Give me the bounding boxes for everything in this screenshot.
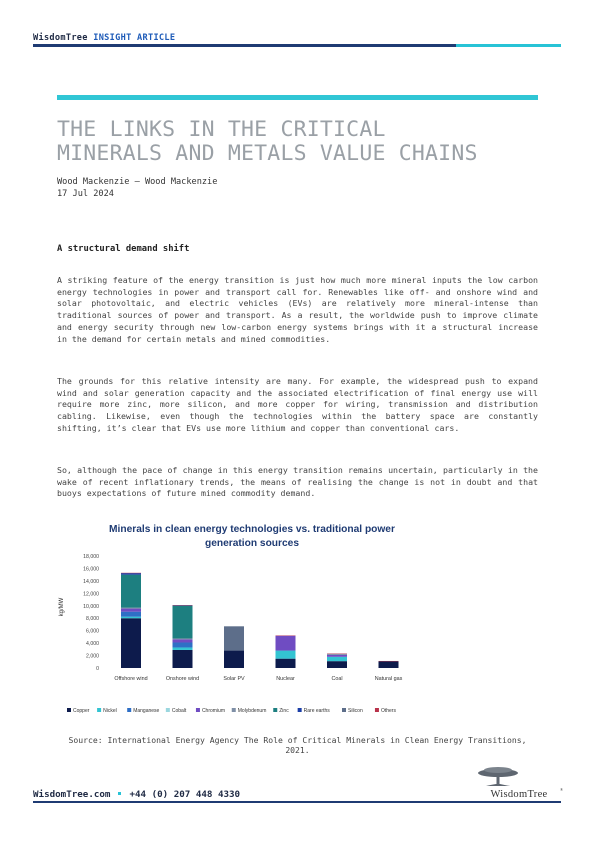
legend-swatch-9 — [375, 708, 379, 712]
legend-label-2: Manganese — [133, 708, 160, 714]
article-title — [57, 118, 547, 166]
x-label-1: Onshore wind — [165, 676, 200, 682]
bar-segment-1-1 — [173, 647, 193, 649]
bar-segment-0-5 — [121, 608, 141, 609]
bar-segment-4-1 — [327, 657, 347, 661]
bar-segment-2-8 — [224, 626, 244, 650]
footer-website[interactable]: WisdomTree.com — [33, 789, 111, 800]
legend-label-7: Rare earths — [303, 708, 330, 714]
bar-segment-0-2 — [121, 612, 141, 617]
header-rule-accent — [456, 44, 561, 47]
legend-label-6: Zinc — [279, 708, 289, 714]
x-labels — [114, 676, 402, 682]
x-label-2: Solar PV — [223, 676, 245, 682]
author: Wood Mackenzie – Wood Mackenzie — [57, 177, 218, 187]
y-tick-0: 0 — [96, 666, 99, 672]
footer-phone[interactable]: +44 (0) 207 448 4330 — [129, 789, 241, 800]
title-line-2: MINERALS AND METALS VALUE CHAINS — [57, 141, 478, 166]
paragraph-2: The grounds for this relative intensity are many. For example, the widespread push to expand wind and solar generation capacity and the associated electrification of final energy use will require more zinc, more silicon, and more copper for wiring, transmission and distribution cabling. Likewise, even though the technologies within the battery space are constantly shifting, it’s clear that EVs use more lithium and copper than conventional cars. — [57, 376, 538, 433]
x-label-0: Offshore wind — [114, 676, 148, 682]
date: 17 Jul 2024 — [57, 188, 114, 199]
y-tick-5: 10,000 — [83, 603, 99, 610]
legend-swatch-1 — [97, 708, 101, 712]
title-accent-bar — [57, 95, 538, 100]
y-tick-8: 16,000 — [83, 566, 99, 573]
footer-separator — [118, 792, 121, 795]
section-heading: A structural demand shift — [57, 244, 190, 254]
legend-label-0: Copper — [73, 708, 90, 714]
bar-segment-1-4 — [173, 639, 193, 642]
bar-segment-0-7 — [121, 573, 141, 575]
y-tick-6: 12,000 — [83, 591, 99, 598]
legend-label-9: Others — [380, 708, 396, 714]
legend-swatch-3 — [166, 708, 170, 712]
chart-title-line-2: generation sources — [205, 538, 299, 549]
y-ticks — [83, 554, 99, 672]
bar-segment-4-4 — [327, 655, 347, 657]
bar-segment-4-0 — [327, 661, 347, 668]
y-tick-1: 2,000 — [86, 653, 99, 660]
logo-registered-mark: ® — [560, 787, 564, 792]
paragraph-3: So, although the pace of change in this energy transition remains uncertain, particularly in the wake of recent inflationary trends, the means of realising the change is not in doubt and that buoys expectations of future mined commodity demand. — [57, 465, 538, 499]
legend-label-3: Cobalt — [171, 708, 187, 714]
x-label-5: Natural gas — [374, 676, 403, 682]
legend-swatch-2 — [127, 708, 131, 712]
bar-segment-1-6 — [173, 605, 193, 638]
bar-segment-0-4 — [121, 609, 141, 612]
y-tick-7: 14,000 — [83, 578, 99, 585]
x-label-4: Coal — [331, 676, 343, 682]
chart-source: Source: International Energy Agency The Role of Critical Minerals in Clean Energy Transitions, 2021. — [68, 735, 527, 755]
chart-title-line-1: Minerals in clean energy technologies vs. traditional power — [109, 524, 395, 535]
bar-segment-3-0 — [276, 659, 296, 668]
bar-segment-0-0 — [121, 618, 141, 668]
tree-icon — [474, 765, 564, 799]
legend-swatch-8 — [342, 708, 346, 712]
bar-segment-0-1 — [121, 617, 141, 619]
article-meta — [57, 177, 217, 200]
wisdomtree-logo — [474, 765, 564, 799]
legend-label-4: Chromium — [201, 708, 226, 714]
paragraph-1: A striking feature of the energy transition is just how much more mineral inputs the low carbon energy technologies in power and transport call for. Renewables like off- and onshore wind and solar photovoltaic, and electric vehicles (EVs) are relatively more mineral-intense than traditional sources of power and transport. As a result, the worldwide push to improve climate and energy security through new low-carbon energy systems brings with it a structural increase in the demand for certain metals and mined commodities. — [57, 275, 538, 344]
bar-segment-1-5 — [173, 638, 193, 639]
header-brand — [33, 33, 175, 43]
legend-label-1: Nickel — [103, 708, 117, 714]
bar-segment-1-2 — [173, 642, 193, 647]
header-rule — [33, 44, 561, 47]
footer-rule — [33, 801, 561, 803]
legend — [67, 708, 396, 714]
brand-name: WisdomTree — [33, 33, 88, 43]
bar-segment-3-4 — [276, 636, 296, 651]
bar-segment-3-1 — [276, 651, 296, 659]
bar-segment-1-0 — [173, 650, 193, 668]
minerals-chart-svg — [57, 518, 538, 723]
y-tick-4: 8,000 — [86, 616, 99, 623]
y-tick-3: 6,000 — [86, 628, 99, 635]
x-label-3: Nuclear — [276, 676, 295, 682]
legend-swatch-7 — [298, 708, 302, 712]
title-line-1: THE LINKS IN THE CRITICAL — [57, 117, 386, 142]
bar-segment-0-6 — [121, 575, 141, 608]
legend-swatch-6 — [273, 708, 277, 712]
section-label: INSIGHT ARTICLE — [93, 33, 176, 43]
legend-swatch-0 — [67, 708, 71, 712]
minerals-chart — [57, 518, 538, 723]
y-axis-label: kg/MW — [59, 597, 65, 617]
logo-text: WisdomTree — [490, 789, 548, 799]
legend-label-5: Molybdenum — [237, 708, 267, 714]
bars — [121, 573, 399, 668]
legend-swatch-4 — [196, 708, 200, 712]
legend-swatch-5 — [232, 708, 236, 712]
legend-label-8: Silicon — [348, 708, 363, 714]
footer-contact — [33, 789, 240, 800]
bar-segment-5-0 — [379, 661, 399, 668]
y-tick-2: 4,000 — [86, 641, 99, 648]
bar-segment-2-0 — [224, 651, 244, 668]
y-tick-9: 18,000 — [83, 554, 99, 560]
